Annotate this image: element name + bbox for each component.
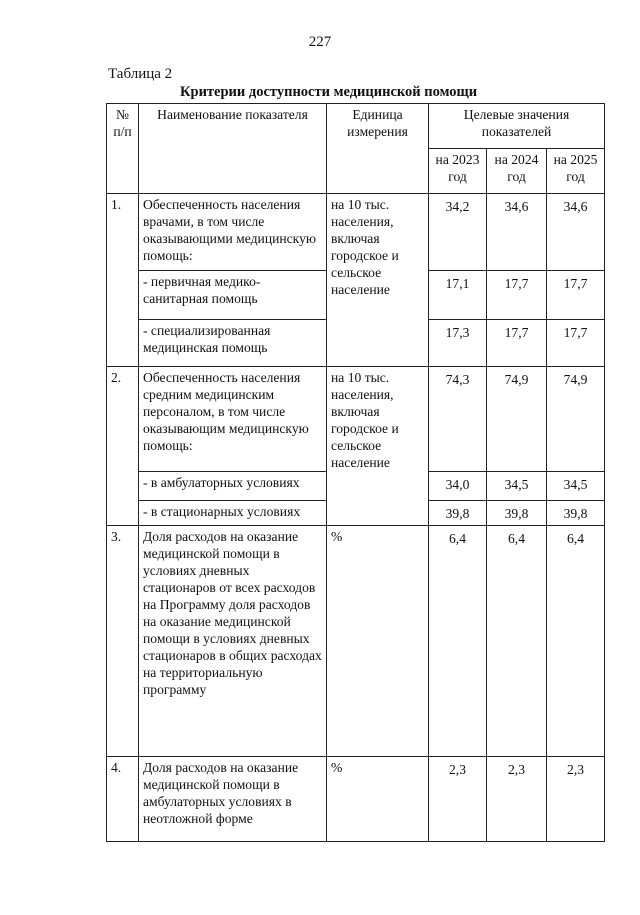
value-2023: 17,3: [429, 320, 487, 367]
subrow-name: - первичная медико-санитарная помощь: [139, 271, 327, 320]
row-number: 3.: [107, 526, 139, 757]
value-2024: 17,7: [487, 271, 547, 320]
value-2025: 17,7: [547, 271, 605, 320]
value-2025: 17,7: [547, 320, 605, 367]
value-2023: 39,8: [429, 501, 487, 526]
value-2024: 2,3: [487, 757, 547, 842]
header-row: [107, 104, 605, 149]
criteria-table: [106, 103, 605, 842]
value-2024: 17,7: [487, 320, 547, 367]
subrow-name: - в стационарных условиях: [139, 501, 327, 526]
row-name: Доля расходов на оказание медицинской помощи в амбулаторных условиях в неотложной форме: [139, 757, 327, 842]
value-2024: 34,5: [487, 472, 547, 501]
value-2023: 74,3: [429, 367, 487, 472]
row-number: 4.: [107, 757, 139, 842]
table-row: [107, 757, 605, 842]
header-unit: Единица измерения: [327, 104, 429, 194]
value-2024: 6,4: [487, 526, 547, 757]
row-number: 2.: [107, 367, 139, 526]
table-label: Таблица 2: [108, 66, 173, 82]
header-num: № п/п: [107, 104, 139, 194]
page-number: 227: [308, 34, 332, 50]
value-2023: 6,4: [429, 526, 487, 757]
value-2025: 39,8: [547, 501, 605, 526]
value-2023: 34,2: [429, 194, 487, 271]
value-2024: 34,6: [487, 194, 547, 271]
row-unit: %: [327, 526, 429, 757]
header-2023: на 2023 год: [429, 149, 487, 194]
row-unit: на 10 тыс. населения, включая городское и сельское население: [327, 194, 429, 367]
row-name: Обеспеченность населения средним медицинским персоналом, в том числе оказывающим медицинскую помощь:: [139, 367, 327, 472]
header-name: Наименование показателя: [139, 104, 327, 194]
value-2025: 34,6: [547, 194, 605, 271]
value-2025: 6,4: [547, 526, 605, 757]
value-2023: 17,1: [429, 271, 487, 320]
value-2023: 2,3: [429, 757, 487, 842]
header-targets: Целевые значения показателей: [429, 104, 605, 149]
value-2025: 34,5: [547, 472, 605, 501]
value-2024: 39,8: [487, 501, 547, 526]
table-title: Критерии доступности медицинской помощи: [180, 84, 478, 100]
row-name: Доля расходов на оказание медицинской помощи в условиях дневных стационаров от всех расходов на Программу доля расходов на оказание медицинской помощи в условиях дневных стационаров в общих расходах на территориальную программу: [139, 526, 327, 757]
subrow-name: - в амбулаторных условиях: [139, 472, 327, 501]
row-unit: на 10 тыс. населения, включая городское и сельское население: [327, 367, 429, 526]
table-row: [107, 194, 605, 271]
header-2025: на 2025 год: [547, 149, 605, 194]
subrow-name: - специализированная медицинская помощь: [139, 320, 327, 367]
row-name: Обеспеченность населения врачами, в том числе оказывающими медицинскую помощь:: [139, 194, 327, 271]
row-unit: %: [327, 757, 429, 842]
value-2023: 34,0: [429, 472, 487, 501]
value-2025: 74,9: [547, 367, 605, 472]
table-row: [107, 526, 605, 757]
value-2025: 2,3: [547, 757, 605, 842]
value-2024: 74,9: [487, 367, 547, 472]
table-row: [107, 367, 605, 472]
header-2024: на 2024 год: [487, 149, 547, 194]
row-number: 1.: [107, 194, 139, 367]
